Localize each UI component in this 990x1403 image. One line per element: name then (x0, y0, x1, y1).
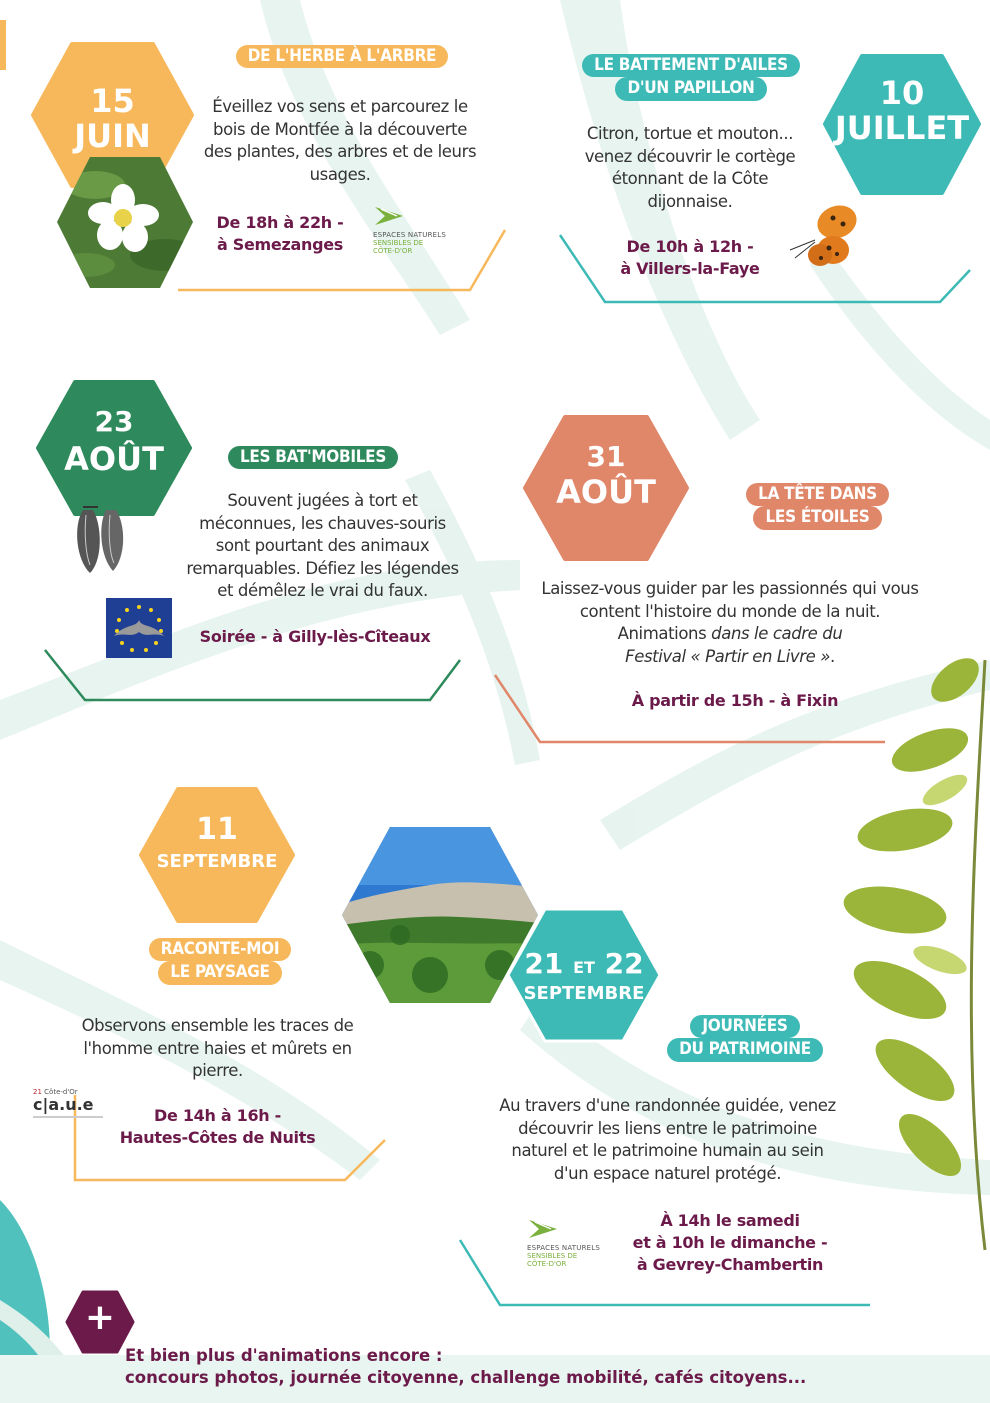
event-description: Citron, tortue et mouton... venez découvrir le cortège étonnant de la Côte dijonnaise. (584, 124, 796, 211)
date-day: 15 (90, 82, 135, 120)
ens-cote-dor-logo: ESPACES NATURELS SENSIBLES DE CÔTE-D'OR (373, 205, 463, 255)
event-time-place: De 18h à 22h - à Semezanges (216, 213, 344, 254)
date-hexagon-21-22-septembre (505, 905, 663, 1045)
event-title: LA TÊTE DANS LES ÉTOILES (735, 483, 900, 530)
bats-illustration (68, 505, 138, 577)
event-description: Au travers d'une randonnée guidée, venez découvrir les liens entre le patrimoine naturel et le patrimoine humain au sein d'un espace naturel protégé. (499, 1096, 836, 1183)
event-description: Éveillez vos sens et parcourez le bois de Montfée à la découverte des plantes, des arbres et de leurs usages. (203, 97, 477, 184)
date-day: 11 (196, 812, 238, 847)
event-time-place: De 10h à 12h - à Villers-la-Faye (620, 237, 760, 278)
caue-logo: 21 Côte-d'Or c|a.u.e (33, 1088, 118, 1128)
footer-text: Et bien plus d'animations encore : concours photos, journée citoyenne, challenge mobilité, cafés citoyens... (125, 1346, 807, 1387)
date-hexagon-10-juillet (822, 52, 982, 197)
event-time-place: À partir de 15h - à Fixin (631, 691, 839, 710)
event-title: LES BAT'MOBILES (200, 446, 426, 469)
ens-cote-dor-logo: ESPACES NATURELS SENSIBLES DE CÔTE-D'OR (527, 1218, 617, 1268)
flower-photo (55, 155, 195, 290)
event-description: Laissez-vous guider par les passionnés qui vous content l'histoire du monde de la nuit. Animations dans le cadre du Festival « Partir en Livre ». (541, 579, 919, 666)
date-month: SEPTEMBRE (156, 851, 278, 872)
eu-flag-bat-logo (106, 598, 172, 658)
date-day: 23 (94, 405, 134, 438)
date-hexagon-11-septembre (138, 785, 296, 925)
date-month: AOÛT (556, 473, 656, 511)
event-title: JOURNÉES DU PATRIMOINE (655, 1015, 835, 1062)
event-title: LE BATTEMENT D'AILES D'UN PAPILLON (560, 54, 822, 101)
event-title: RACONTE-MOI LE PAYSAGE (125, 938, 315, 985)
date-month: JUILLET (834, 109, 970, 147)
plus-icon: + (84, 1297, 116, 1338)
event-title: DE L'HERBE À L'ARBRE (208, 45, 476, 68)
date-day: 31 (586, 440, 626, 473)
event-description: Souvent jugées à tort et méconnues, les chauves-souris sont pourtant des animaux remarquables. Défiez les légendes et démêlez le vrai du faux. (186, 491, 459, 600)
date-hexagon-31-aout (522, 413, 690, 563)
date-days: 21 ET 22 (524, 947, 644, 980)
event-time-place: À 14h le samedi et à 10h le dimanche - à Gevrey-Chambertin (632, 1211, 828, 1274)
event-time-place: De 14h à 16h - Hautes-Côtes de Nuits (119, 1106, 316, 1147)
butterfly-illustration (785, 200, 865, 275)
event-description: Observons ensemble les traces de l'homme entre haies et mûrets en pierre. (81, 1016, 354, 1080)
date-month: SEPTEMBRE (523, 983, 645, 1004)
date-month: JUIN (74, 117, 151, 155)
event-time-place: Soirée - à Gilly-lès-Cîteaux (199, 627, 431, 646)
date-day: 10 (879, 74, 925, 112)
date-month: AOÛT (64, 440, 164, 478)
